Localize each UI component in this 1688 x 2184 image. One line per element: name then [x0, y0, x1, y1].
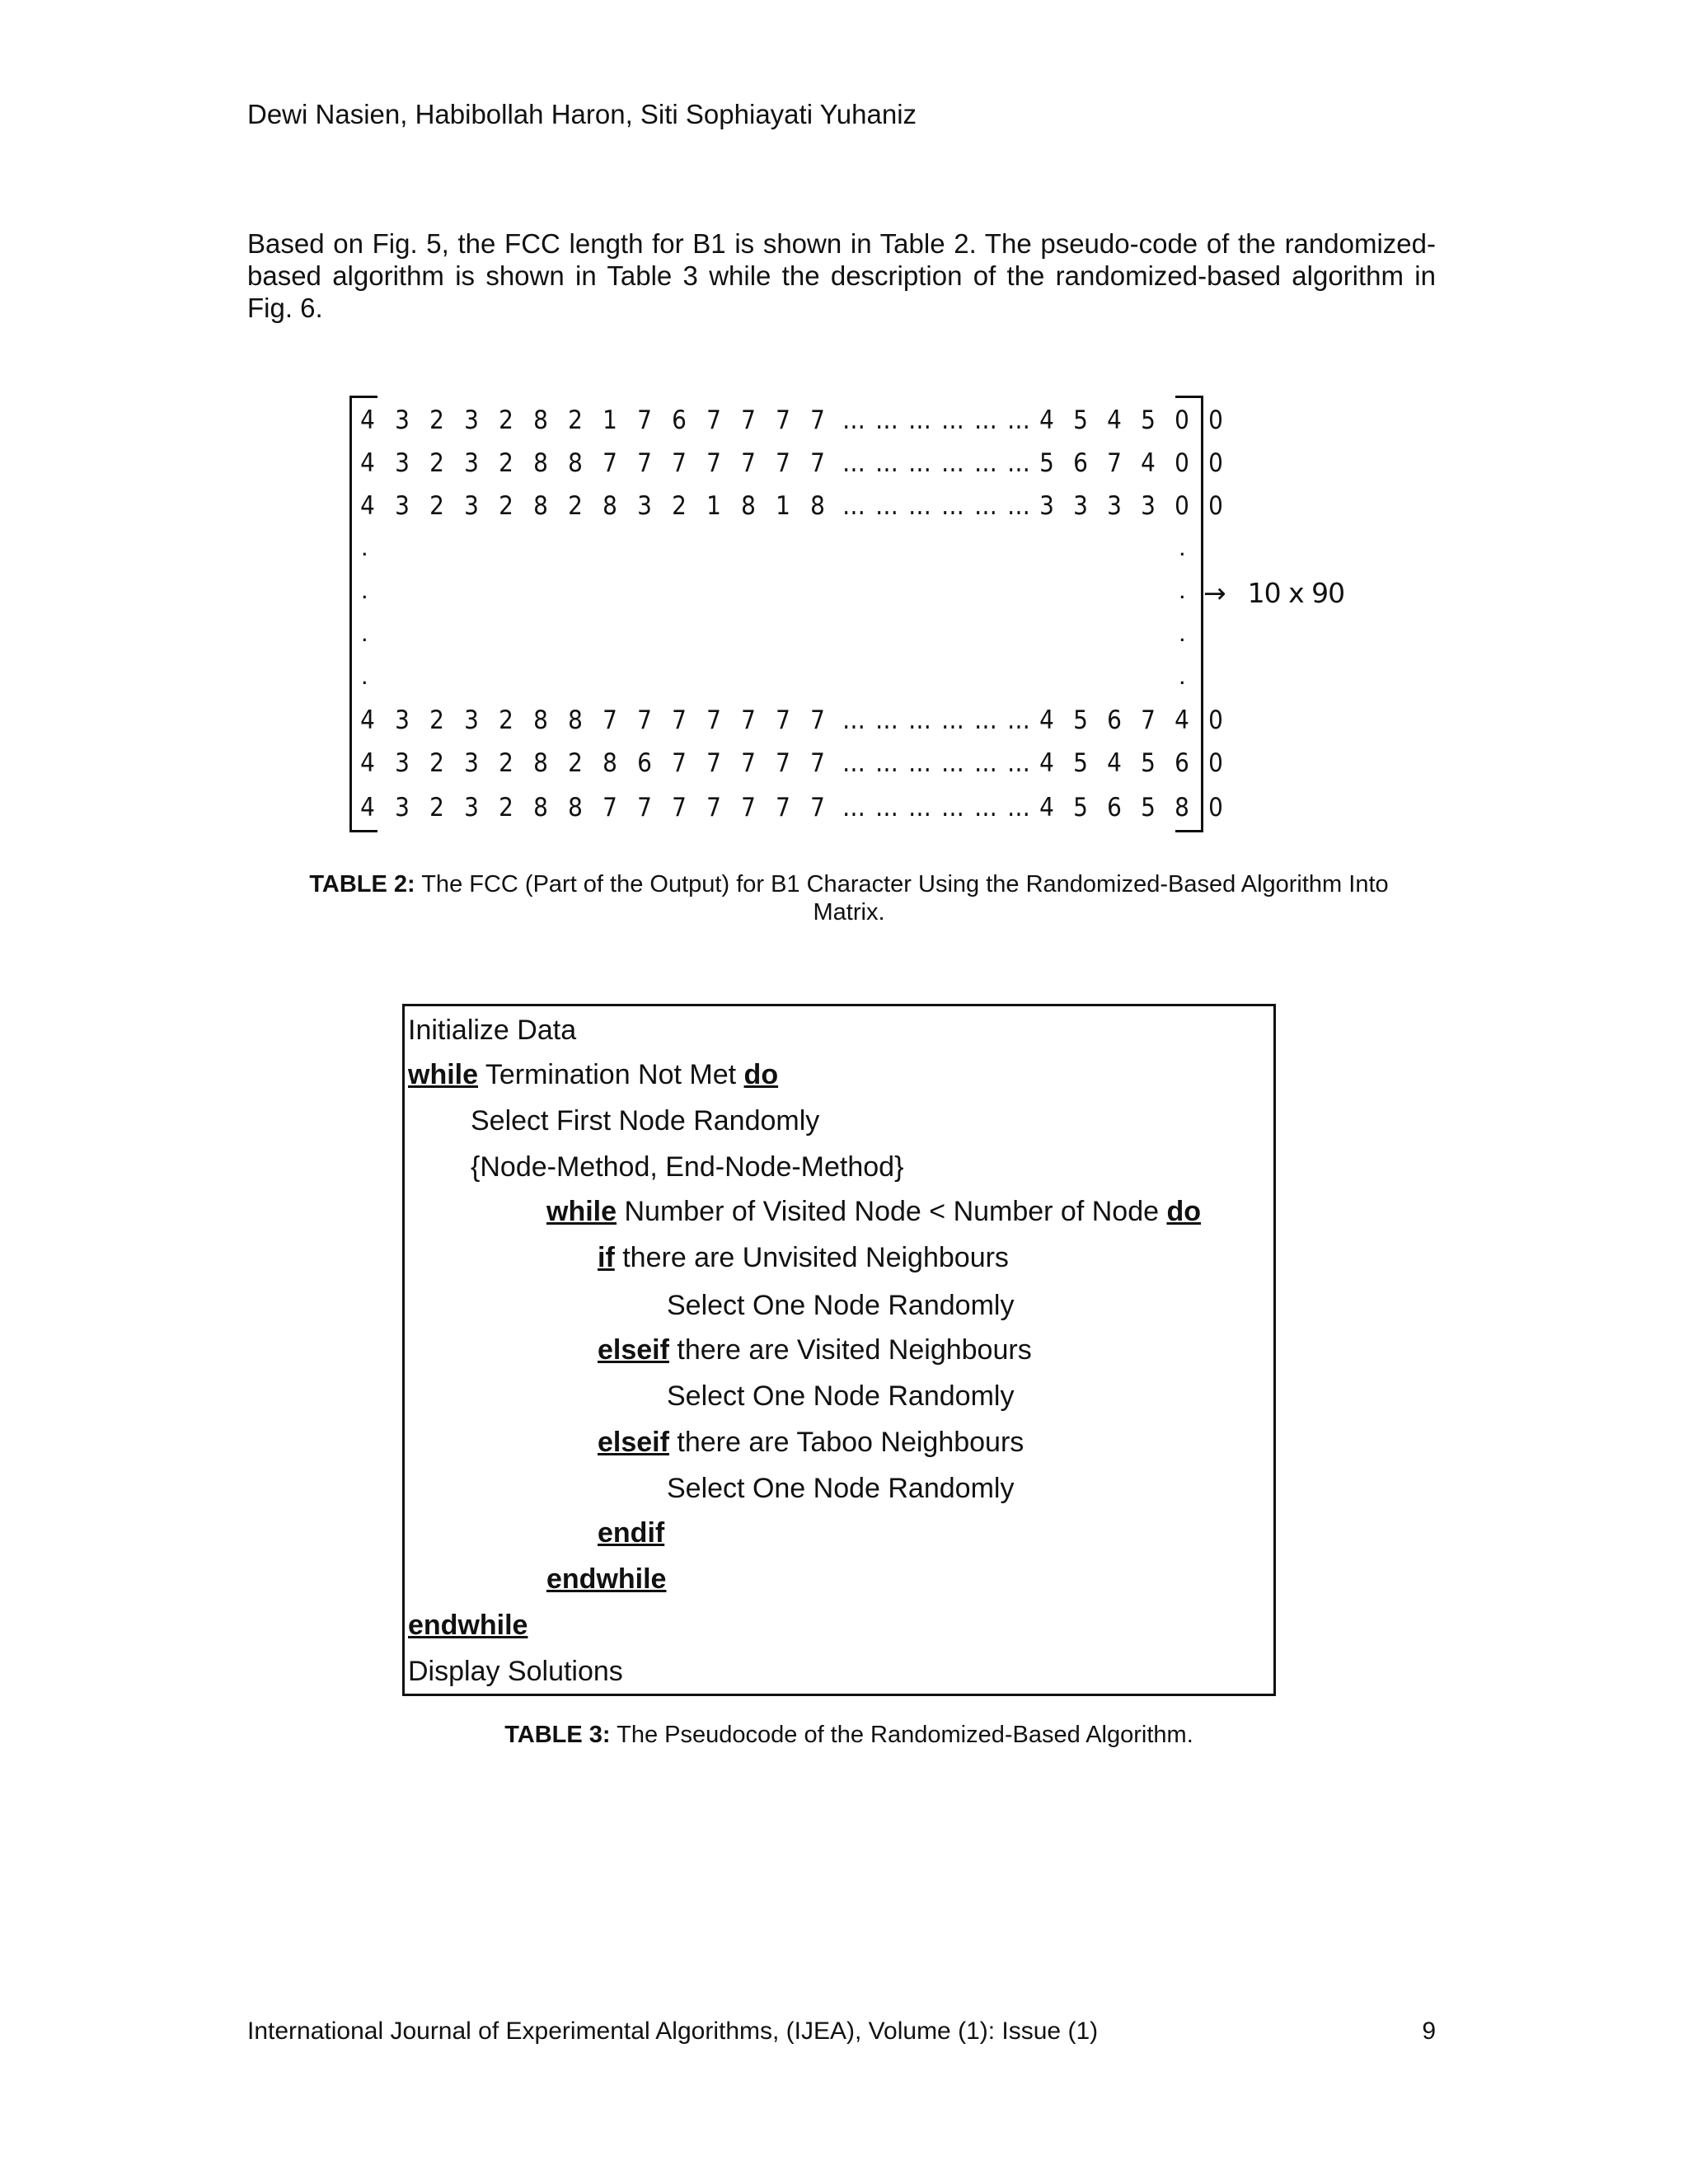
- matrix-cell: …: [842, 748, 865, 778]
- matrix-cell: 7: [776, 405, 790, 435]
- table-2-text-cont: Matrix.: [813, 899, 885, 926]
- matrix-cell: 7: [706, 405, 721, 435]
- matrix-cell: 4: [1039, 405, 1054, 435]
- matrix-cell: 3: [1107, 491, 1122, 521]
- code-line-while-inner: [546, 1196, 1201, 1228]
- matrix-row: [349, 405, 1223, 438]
- matrix-cell: …: [974, 793, 997, 823]
- matrix-cell: 6: [637, 748, 652, 778]
- dimension-label: 10 x 90: [1247, 577, 1345, 609]
- matrix-cell: 8: [533, 448, 548, 478]
- matrix-cell: 6: [1107, 705, 1122, 735]
- code-text: there are Visited Neighbours: [668, 1334, 1032, 1366]
- matrix-cell: 4: [1175, 705, 1189, 735]
- matrix-cell: 3: [464, 491, 479, 521]
- matrix-cell: 7: [741, 448, 756, 478]
- matrix-cell: 2: [499, 705, 513, 735]
- matrix-cell: 7: [706, 705, 721, 735]
- matrix-cell: …: [842, 491, 865, 521]
- matrix-cell: 8: [741, 491, 756, 521]
- matrix-cell: 7: [637, 793, 652, 823]
- code-line-endwhile-outer: [408, 1610, 528, 1642]
- matrix-cell: …: [974, 491, 997, 521]
- matrix-cell: 7: [706, 793, 721, 823]
- matrix-cell: 4: [1107, 405, 1122, 435]
- matrix-cell: 2: [499, 491, 513, 521]
- matrix-cell: 7: [776, 793, 790, 823]
- matrix-cell: 7: [706, 748, 721, 778]
- matrix-cell: …: [1007, 405, 1030, 435]
- matrix-cell: 2: [672, 491, 687, 521]
- code-line-display: Display Solutions: [408, 1656, 623, 1687]
- matrix-cell: 7: [810, 748, 825, 778]
- matrix-cell: 8: [568, 793, 583, 823]
- matrix-cell: 7: [810, 405, 825, 435]
- body-paragraph: [247, 227, 1436, 324]
- keyword-do: do: [1166, 1196, 1202, 1227]
- matrix-cell: 5: [1073, 748, 1088, 778]
- matrix-cell: …: [908, 491, 931, 521]
- matrix-cell: 2: [429, 748, 444, 778]
- matrix-cell: …: [974, 748, 997, 778]
- table-3-text: The Pseudocode of the Randomized-Based Algorithm.: [610, 1722, 1193, 1748]
- matrix-cell: 2: [499, 405, 513, 435]
- matrix-cell: 7: [741, 705, 756, 735]
- code-line-endif: [598, 1517, 664, 1549]
- matrix-ellipsis-dot: .: [361, 532, 368, 561]
- matrix-dimension: [1203, 577, 1344, 609]
- matrix-cell: 0: [1175, 405, 1189, 435]
- footer-journal: International Journal of Experimental Algorithms, (IJEA), Volume (1): Issue (1): [247, 2018, 1099, 2045]
- code-text: Termination Not Met: [478, 1059, 744, 1090]
- matrix-cell: 7: [603, 705, 617, 735]
- matrix-cell: 3: [464, 748, 479, 778]
- code-text: there are Taboo Neighbours: [668, 1427, 1025, 1458]
- matrix-cell: 3: [395, 405, 410, 435]
- matrix-cell: 7: [603, 448, 617, 478]
- matrix-cell: 2: [568, 748, 583, 778]
- matrix-cell: 3: [395, 448, 410, 478]
- matrix-cell: 7: [1141, 705, 1156, 735]
- matrix-cell: …: [941, 405, 964, 435]
- matrix-cell: …: [974, 405, 997, 435]
- matrix-cell: 8: [810, 491, 825, 521]
- page-number: 9: [1422, 2018, 1436, 2045]
- matrix-cell: 3: [395, 491, 410, 521]
- matrix-row: [349, 748, 1223, 781]
- matrix-cell: …: [875, 705, 898, 735]
- matrix-cell: 3: [395, 748, 410, 778]
- matrix-cell: 4: [360, 705, 375, 735]
- matrix-cell: 2: [429, 793, 444, 823]
- matrix-cell: 2: [499, 748, 513, 778]
- matrix-cell: …: [941, 448, 964, 478]
- matrix-cell: 8: [603, 748, 617, 778]
- matrix-cell: …: [842, 793, 865, 823]
- matrix-cell: 6: [1175, 748, 1189, 778]
- matrix-ellipsis-dot: .: [1179, 661, 1186, 690]
- matrix-cell: 7: [741, 405, 756, 435]
- matrix-cell: 7: [672, 793, 687, 823]
- matrix-ellipsis-dot: .: [361, 618, 368, 647]
- matrix-cell: 2: [499, 448, 513, 478]
- matrix-cell: …: [875, 748, 898, 778]
- matrix-cell: …: [842, 705, 865, 735]
- matrix-cell: 6: [1107, 793, 1122, 823]
- matrix-cell: 5: [1039, 448, 1054, 478]
- table-3-label: TABLE 3:: [504, 1722, 611, 1748]
- matrix-cell: 7: [1107, 448, 1122, 478]
- matrix-ellipsis-dot: .: [1179, 575, 1186, 604]
- matrix-cell: 5: [1073, 793, 1088, 823]
- matrix-cell: 4: [360, 793, 375, 823]
- keyword-do: do: [743, 1059, 779, 1090]
- matrix-cell: …: [908, 405, 931, 435]
- matrix-cell: 7: [706, 448, 721, 478]
- arrow-right-icon: →: [1203, 577, 1226, 609]
- matrix-cell: 0: [1208, 491, 1223, 521]
- keyword-if: if: [598, 1242, 615, 1273]
- table-3-caption: [272, 1721, 1426, 1749]
- matrix-cell: 1: [603, 405, 617, 435]
- matrix-cell: …: [908, 448, 931, 478]
- matrix-cell: 8: [568, 705, 583, 735]
- matrix-cell: 7: [603, 793, 617, 823]
- matrix-cell: …: [1007, 793, 1030, 823]
- matrix-cell: …: [908, 793, 931, 823]
- paragraph-line-3: Fig. 6.: [247, 293, 323, 323]
- code-text: there are Unvisited Neighbours: [614, 1242, 1009, 1273]
- matrix-cell: …: [908, 705, 931, 735]
- matrix-cell: …: [941, 705, 964, 735]
- matrix-cell: 7: [741, 748, 756, 778]
- code-line-while-outer: [408, 1059, 778, 1091]
- code-text: Number of Visited Node < Number of Node: [617, 1196, 1167, 1227]
- matrix-cell: 3: [464, 405, 479, 435]
- matrix-cell: 4: [360, 405, 375, 435]
- keyword-endif: endif: [598, 1517, 665, 1549]
- matrix-cell: …: [875, 448, 898, 478]
- code-line-if: [598, 1242, 1009, 1274]
- matrix-cell: 2: [429, 491, 444, 521]
- matrix-cell: 7: [810, 448, 825, 478]
- matrix-cell: …: [1007, 491, 1030, 521]
- matrix-cell: 1: [706, 491, 721, 521]
- matrix-cell: 2: [429, 405, 444, 435]
- matrix-cell: 7: [741, 793, 756, 823]
- paragraph-line-2: based algorithm is shown in Table 3 while the description of the randomized-based algorithm in: [247, 260, 1436, 291]
- matrix-cell: 3: [464, 705, 479, 735]
- table-2-label: TABLE 2:: [309, 871, 415, 898]
- code-line-select-one-2: Select One Node Randomly: [667, 1380, 1015, 1412]
- matrix-cell: 8: [533, 405, 548, 435]
- matrix-cell: 3: [1141, 491, 1156, 521]
- keyword-while: while: [546, 1196, 617, 1227]
- matrix-cell: 4: [360, 491, 375, 521]
- matrix-cell: 5: [1141, 793, 1156, 823]
- matrix-cell: 1: [776, 491, 790, 521]
- matrix-cell: …: [941, 491, 964, 521]
- matrix-cell: …: [1007, 448, 1030, 478]
- matrix-cell: 0: [1208, 748, 1223, 778]
- matrix-cell: 5: [1073, 705, 1088, 735]
- matrix-cell: 8: [533, 491, 548, 521]
- matrix-cell: 4: [360, 448, 375, 478]
- matrix-cell: 5: [1141, 405, 1156, 435]
- matrix-cell: 4: [1107, 748, 1122, 778]
- matrix-cell: 4: [1039, 793, 1054, 823]
- code-line-select-first: Select First Node Randomly: [471, 1105, 820, 1137]
- matrix-cell: 8: [533, 705, 548, 735]
- matrix-cell: …: [908, 748, 931, 778]
- matrix-cell: 8: [603, 491, 617, 521]
- matrix-cell: 2: [429, 448, 444, 478]
- matrix-cell: 8: [568, 448, 583, 478]
- code-line-methods: {Node-Method, End-Node-Method}: [471, 1151, 904, 1183]
- matrix-cell: 8: [533, 748, 548, 778]
- running-header: Dewi Nasien, Habibollah Haron, Siti Sophiayati Yuhaniz: [247, 99, 917, 129]
- matrix-cell: 0: [1208, 405, 1223, 435]
- table-2-caption: [272, 870, 1426, 926]
- matrix-row: [349, 793, 1223, 826]
- matrix-cell: 4: [1039, 748, 1054, 778]
- matrix-ellipsis-dot: .: [361, 575, 368, 604]
- matrix-cell: 4: [1039, 705, 1054, 735]
- matrix-cell: 4: [1141, 448, 1156, 478]
- matrix-cell: 3: [395, 793, 410, 823]
- fcc-matrix: [349, 396, 1223, 832]
- keyword-endwhile: endwhile: [408, 1610, 528, 1641]
- matrix-cell: 2: [568, 405, 583, 435]
- matrix-cell: 7: [776, 448, 790, 478]
- matrix-cell: 2: [568, 491, 583, 521]
- matrix-cell: 3: [1039, 491, 1054, 521]
- matrix-cell: 7: [637, 405, 652, 435]
- code-line-select-one-3: Select One Node Randomly: [667, 1473, 1015, 1504]
- matrix-cell: 7: [637, 448, 652, 478]
- matrix-cell: 3: [395, 705, 410, 735]
- keyword-while: while: [408, 1059, 479, 1090]
- code-line-endwhile-inner: [546, 1563, 666, 1596]
- matrix-cell: 7: [810, 705, 825, 735]
- matrix-cell: …: [842, 405, 865, 435]
- matrix-cell: 5: [1141, 748, 1156, 778]
- matrix-cell: …: [941, 748, 964, 778]
- matrix-row: [349, 448, 1223, 481]
- matrix-cell: 7: [810, 793, 825, 823]
- code-line-select-one-1: Select One Node Randomly: [667, 1290, 1015, 1321]
- code-line-elseif-visited: [598, 1334, 1032, 1366]
- keyword-endwhile: endwhile: [546, 1563, 667, 1595]
- matrix-ellipsis-dot: .: [1179, 618, 1186, 647]
- matrix-cell: 3: [464, 793, 479, 823]
- matrix-cell: …: [875, 793, 898, 823]
- matrix-cell: 2: [429, 705, 444, 735]
- table-2-text: The FCC (Part of the Output) for B1 Character Using the Randomized-Based Algorithm Into: [415, 871, 1389, 898]
- matrix-cell: 3: [637, 491, 652, 521]
- matrix-cell: 6: [1073, 448, 1088, 478]
- matrix-cell: 8: [533, 793, 548, 823]
- matrix-cell: 3: [1073, 491, 1088, 521]
- code-line-initialize: Initialize Data: [408, 1015, 577, 1046]
- matrix-cell: 6: [672, 405, 687, 435]
- matrix-cell: 7: [672, 705, 687, 735]
- matrix-cell: …: [1007, 748, 1030, 778]
- matrix-cell: …: [875, 491, 898, 521]
- matrix-cell: …: [974, 448, 997, 478]
- matrix-cell: 0: [1208, 705, 1223, 735]
- matrix-cell: 0: [1208, 793, 1223, 823]
- matrix-cell: 2: [499, 793, 513, 823]
- matrix-ellipsis-dot: .: [361, 661, 368, 690]
- matrix-cell: 7: [637, 705, 652, 735]
- matrix-cell: 0: [1208, 448, 1223, 478]
- matrix-cell: 4: [360, 748, 375, 778]
- matrix-cell: 5: [1073, 405, 1088, 435]
- matrix-cell: 7: [672, 748, 687, 778]
- matrix-ellipsis-dot: .: [1179, 532, 1186, 561]
- matrix-cell: 0: [1175, 448, 1189, 478]
- code-line-elseif-taboo: [598, 1427, 1024, 1459]
- matrix-cell: 0: [1175, 491, 1189, 521]
- matrix-cell: …: [842, 448, 865, 478]
- matrix-row: [349, 491, 1223, 524]
- matrix-cell: 7: [776, 705, 790, 735]
- keyword-elseif: elseif: [598, 1334, 669, 1366]
- matrix-cell: 3: [464, 448, 479, 478]
- matrix-cell: …: [974, 705, 997, 735]
- matrix-cell: …: [1007, 705, 1030, 735]
- pseudocode-box: [402, 1004, 1276, 1696]
- keyword-elseif: elseif: [598, 1427, 669, 1458]
- matrix-cell: …: [875, 405, 898, 435]
- paragraph-line-1: Based on Fig. 5, the FCC length for B1 is shown in Table 2. The pseudo-code of the randomized-: [247, 228, 1436, 259]
- matrix-cell: …: [941, 793, 964, 823]
- matrix-cell: 8: [1175, 793, 1189, 823]
- matrix-row: [349, 705, 1223, 738]
- matrix-cell: 7: [672, 448, 687, 478]
- matrix-cell: 7: [776, 748, 790, 778]
